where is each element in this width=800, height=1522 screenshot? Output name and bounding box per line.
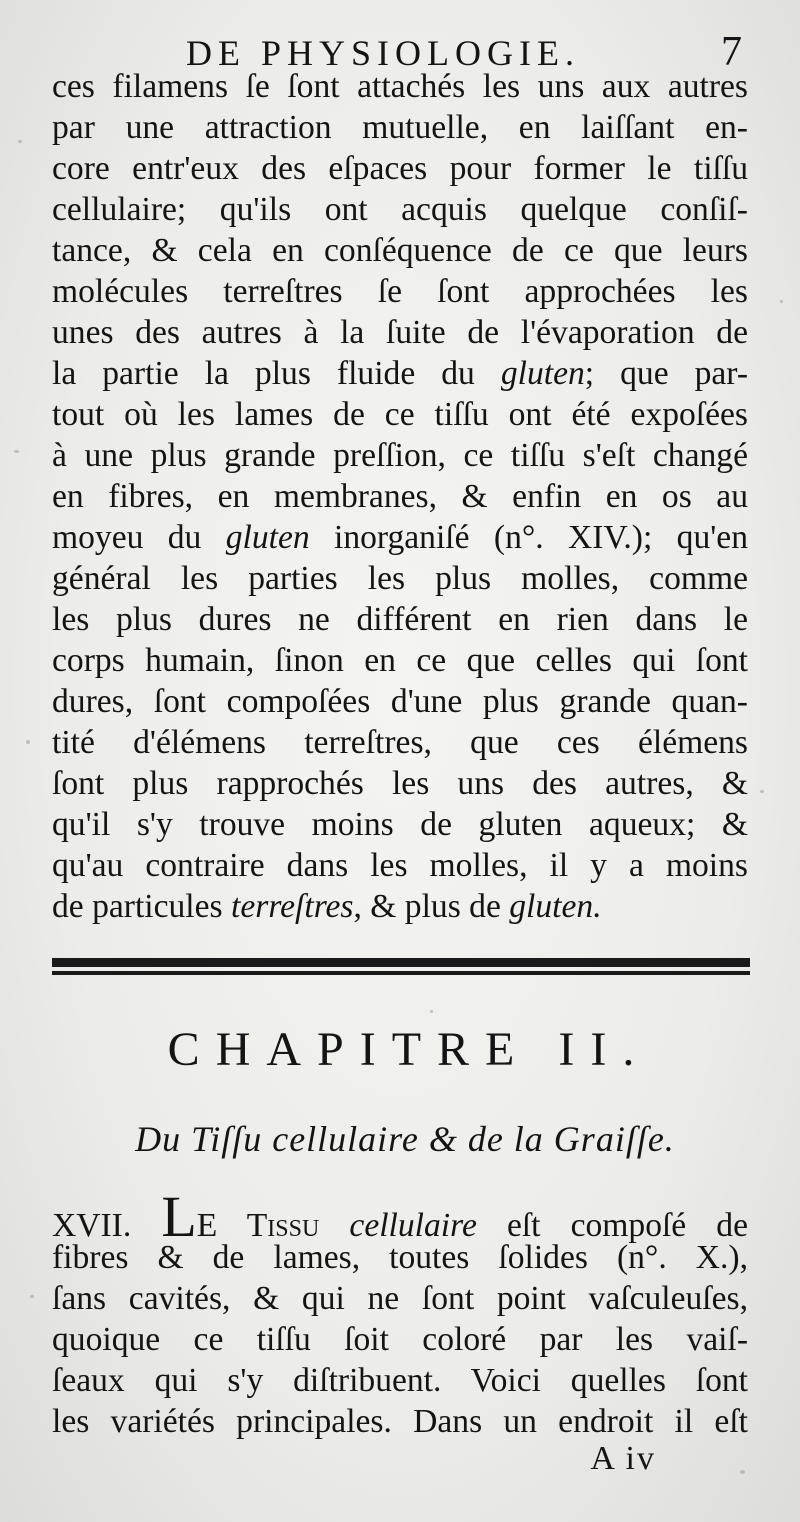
text-line	[52, 763, 748, 804]
text-segment: , & plus de	[353, 888, 510, 925]
paper-speck	[14, 450, 19, 453]
text-line: ſans cavités, & qui ne ſont point vaſculeuſes,	[52, 1280, 748, 1317]
text-segment: inorganiſé (n°. XIV.); qu'en	[309, 519, 748, 556]
text-segment: par une attraction mutuelle, en laiſſant en-	[52, 109, 748, 146]
italic-term: terreſtres	[231, 888, 354, 925]
text-block-1	[52, 66, 748, 927]
first-word-rest: E Tissu	[196, 1207, 320, 1244]
text-segment: tout où les lames de ce tiſſu ont été expoſées	[52, 396, 748, 433]
italic-term: gluten.	[509, 888, 602, 925]
paper-speck	[18, 140, 22, 143]
text-segment: unes des autres à la ſuite de l'évaporation de	[52, 314, 748, 351]
double-rule-divider	[52, 958, 750, 980]
chapter-heading: CHAPITRE II.	[167, 1023, 651, 1076]
text-line	[52, 312, 748, 353]
text-line	[52, 722, 748, 763]
thin-rule	[52, 971, 750, 975]
text-line	[52, 476, 748, 517]
running-title: DE PHYSIOLOGIE.	[186, 33, 580, 73]
text-segment: les plus dures ne différent en rien dans le	[52, 601, 748, 638]
text-segment: molécules terreſtres ſe ſont approchées les	[52, 273, 748, 310]
text-segment: ces filamens ſe ſont attachés les uns aux autres	[52, 68, 748, 105]
paper-speck	[740, 1470, 745, 1474]
text-segment: général les parties les plus molles, comme	[52, 560, 748, 597]
text-segment: à une plus grande preſſion, ce tiſſu s'eſt changé	[52, 437, 748, 474]
paper-speck	[430, 1010, 433, 1013]
paper-speck	[780, 300, 783, 303]
text-segment: tance, & cela en conſéquence de ce que leurs	[52, 232, 748, 269]
chapter-subtitle: Du Tiſſu cellulaire & de la Graiſſe.	[135, 1119, 675, 1159]
text-segment: corps humain, ſinon en ce que celles qui ſont	[52, 642, 748, 679]
text-segment: tité d'élémens terreſtres, que ces élémens	[52, 724, 748, 761]
text-segment: ſont plus rapprochés les uns des autres, &	[52, 765, 748, 802]
text-line: quoique ce tiſſu ſoit coloré par les vaiſ-	[52, 1321, 748, 1358]
text-line: fibres & de lames, toutes ſolides (n°. X.),	[52, 1239, 748, 1276]
paper-speck	[26, 740, 30, 744]
page-number: 7	[721, 29, 742, 75]
text-segment: core entr'eux des eſpaces pour former le tiſſu	[52, 150, 748, 187]
text-line	[52, 558, 748, 599]
text-line	[52, 599, 748, 640]
text-line	[52, 517, 748, 558]
text-line	[52, 148, 748, 189]
text-line	[52, 681, 748, 722]
text-line	[52, 435, 748, 476]
text-line: ſeaux qui s'y diſtribuent. Voici quelles ſont	[52, 1362, 748, 1399]
paper-speck	[760, 790, 764, 793]
thick-rule	[52, 958, 750, 967]
text-segment: en fibres, en membranes, & enfin en os au	[52, 478, 748, 515]
text-segment: de particules	[52, 888, 232, 925]
paper-speck	[30, 1295, 34, 1298]
text-segment: moyeu du	[52, 519, 226, 556]
text-segment: dures, ſont compoſées d'une plus grande quan-	[52, 683, 748, 720]
first-line-rest: eſt compoſé de	[476, 1207, 748, 1244]
text-segment: ; que par-	[584, 355, 748, 392]
text-line: les variétés principales. Dans un endroit il eſt	[52, 1403, 748, 1440]
text-segment: cellulaire; qu'ils ont acquis quelque conſiſ-	[52, 191, 748, 228]
text-segment: qu'il s'y trouve moins de gluten aqueux; &	[52, 806, 748, 843]
text-block-2	[52, 1184, 748, 1442]
text-line	[52, 230, 748, 271]
text-line	[52, 640, 748, 681]
text-line	[52, 189, 748, 230]
text-line	[52, 845, 748, 886]
first-line-italic: cellulaire	[349, 1207, 477, 1244]
text-line	[52, 353, 748, 394]
text-line	[52, 394, 748, 435]
text-line	[52, 107, 748, 148]
text-line	[52, 66, 748, 107]
text-segment: qu'au contraire dans les molles, il y a moins	[52, 847, 748, 884]
text-line	[52, 271, 748, 312]
paragraph-first-line	[52, 1184, 748, 1249]
text-line	[52, 886, 748, 927]
dropcap: L	[161, 1184, 197, 1249]
italic-term: gluten	[225, 519, 310, 556]
section-number: XVII.	[52, 1207, 132, 1244]
text-line	[52, 804, 748, 845]
catchword: A iv	[590, 1440, 656, 1477]
text-segment: la partie la plus fluide du	[52, 355, 501, 392]
italic-term: gluten	[500, 355, 585, 392]
